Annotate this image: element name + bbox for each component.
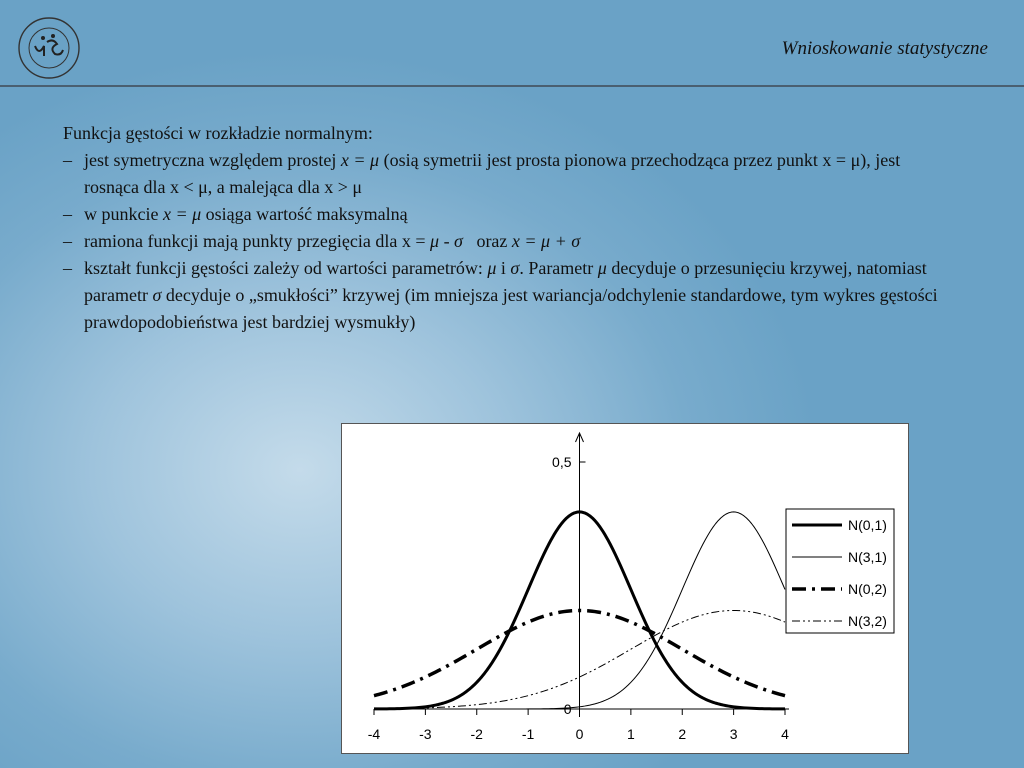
- bullet-maximum: – w punkcie x = μ osiąga wartość maksymalną: [63, 204, 408, 224]
- x-tick-label: 3: [729, 726, 738, 742]
- bullet-inflection: – ramiona funkcji mają punkty przegięcia dla x = μ - σ oraz x = μ + σ: [63, 231, 581, 251]
- legend-label-3: N(3,2): [848, 613, 887, 629]
- chart-svg: [342, 424, 908, 753]
- y-tick-label: 0,5: [552, 454, 572, 470]
- x-tick-label: -4: [367, 726, 381, 742]
- slide-content: [63, 120, 943, 336]
- slide-title: Wnioskowanie statystyczne: [781, 38, 988, 59]
- x-tick-label: -2: [470, 726, 483, 742]
- chart-ticks: [368, 454, 789, 742]
- bullet-symmetry: – jest symetryczna względem prostej x = μ (osią symetrii jest prosta pionowa przechodząca przez punkt x = μ), jest rosnąca dla x < μ, a malejąca dla x > μ: [63, 150, 901, 197]
- x-tick-label: 4: [781, 726, 789, 742]
- slide-header: [0, 0, 1024, 87]
- intro-text: Funkcja gęstości w rozkładzie normalnym:: [63, 123, 373, 143]
- x-tick-label: 1: [626, 726, 635, 742]
- x-tick-label: -3: [419, 726, 432, 742]
- bullet-parameters: – kształt funkcji gęstości zależy od wartości parametrów: μ i σ. Parametr μ decyduje o przesunięciu krzywej, natomiast parametr σ decyduje o „smukłości” krzywej (im mniejsza jest wariancja/odchylenie standardowe, tym wykres gęstości prawdopodobieństwa jest bardziej wysmukły): [63, 258, 938, 332]
- x-tick-label: 0: [575, 726, 584, 742]
- normal-density-chart: [341, 423, 909, 754]
- legend-label-1: N(3,1): [848, 549, 887, 565]
- x-tick-label: -1: [521, 726, 535, 742]
- y-tick-label: 0: [563, 701, 572, 717]
- chart-legend: [786, 509, 894, 633]
- legend-label-2: N(0,2): [848, 581, 887, 597]
- x-tick-label: 2: [678, 726, 687, 742]
- university-seal-icon: [13, 16, 85, 80]
- legend-label-0: N(0,1): [848, 517, 887, 533]
